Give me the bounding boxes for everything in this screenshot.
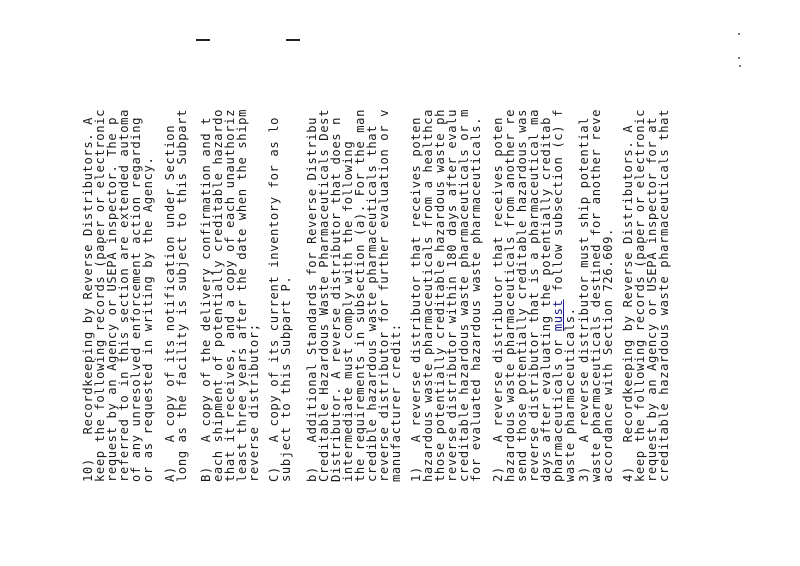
text-line: credible hazardous waste pharmaceuticals that (365, 124, 379, 482)
text-line: reverse distributor within 180 days after evalu (445, 108, 459, 482)
text-line: reverse distributor for further evaluation or v (377, 108, 391, 482)
text-line: keep the following records (paper or electronic (93, 108, 107, 482)
text-line: least three years after the date when the shipm (235, 108, 249, 482)
text-line: those potentially creditable hazardous waste ph (433, 108, 447, 482)
text-line: 2) A reverse distributor that receives poten (491, 116, 505, 482)
text-line: C) A copy of its current inventory for as lo (267, 116, 281, 482)
text-line: each shipment of potentially creditable hazardo (211, 108, 225, 482)
text-line: 10) Recordkeeping by Reverse Distributors. A (81, 116, 95, 482)
text-line: b) Additional Standards for Reverse Distribu (305, 116, 319, 482)
text-line: creditable hazardous waste pharmaceuticals or m (457, 108, 471, 482)
text-line: B) A copy of the delivery confirmation and t (199, 116, 213, 482)
text-line: 1) A reverse distributor that receives poten (409, 116, 423, 482)
text-line: referred to in this section are extended automa (117, 108, 131, 482)
text-line: waste pharmaceuticals. (563, 307, 577, 482)
text-line: hazardous waste pharmaceuticals from another re (503, 108, 517, 482)
text-line: hazardous waste pharmaceuticals from a healthca (421, 108, 435, 482)
underlined-word: must (551, 299, 565, 332)
text-line: keep the following records (paper or electronic (633, 108, 647, 482)
text-line: subject to this Subpart P. (279, 275, 293, 482)
text-line: manufacturer credit: (389, 323, 403, 482)
text-line: 4) Recordkeeping by Reverse Distributors. A (621, 124, 635, 482)
text-line: creditable hazardous waste pharmaceuticals that (657, 108, 671, 482)
text-line: long as the facility is subject to this Subpart (175, 108, 189, 482)
text-line: of any unresolved enforcement action regarding (129, 116, 143, 482)
text-line: reverse distributor that is a pharmaceutical ma (527, 108, 541, 482)
text-line: send those potentially creditable hazardous was (515, 108, 529, 482)
text-line: waste pharmaceuticals destined for another reve (589, 108, 603, 482)
text-line: A) A copy of its notification under Section (163, 124, 177, 482)
text-line: that it receives, and a copy of each unauthoriz (223, 108, 237, 482)
text-line: reverse distributor; (247, 323, 261, 482)
text-line: request by an Agency or USEPA inspector for at (645, 116, 659, 482)
text-line: Distributor. A reverse distributor that does n (329, 116, 343, 482)
text-line: Creditable Hazardous Waste Pharmaceuticals Dest (317, 108, 331, 482)
text-line: days after evaluating the potentially creditab (539, 116, 553, 482)
text-line: or as requested in writing by the Agency. (141, 156, 155, 482)
text-line: pharmaceuticals or must follow subsection (c) f (551, 108, 565, 482)
text-line: request by an Agency or USEPA inspector. The p (105, 116, 119, 482)
text-line: the requirements in subsection (a). For the man (353, 108, 367, 482)
text-line: intermediate must comply with the following (341, 140, 355, 482)
text-line: 3) A reverse distributor must ship potential (577, 116, 591, 482)
text-line: for evaluated hazardous waste pharmaceuticals. (469, 116, 483, 482)
text-line: accordance with Section 726.609. (601, 228, 615, 482)
